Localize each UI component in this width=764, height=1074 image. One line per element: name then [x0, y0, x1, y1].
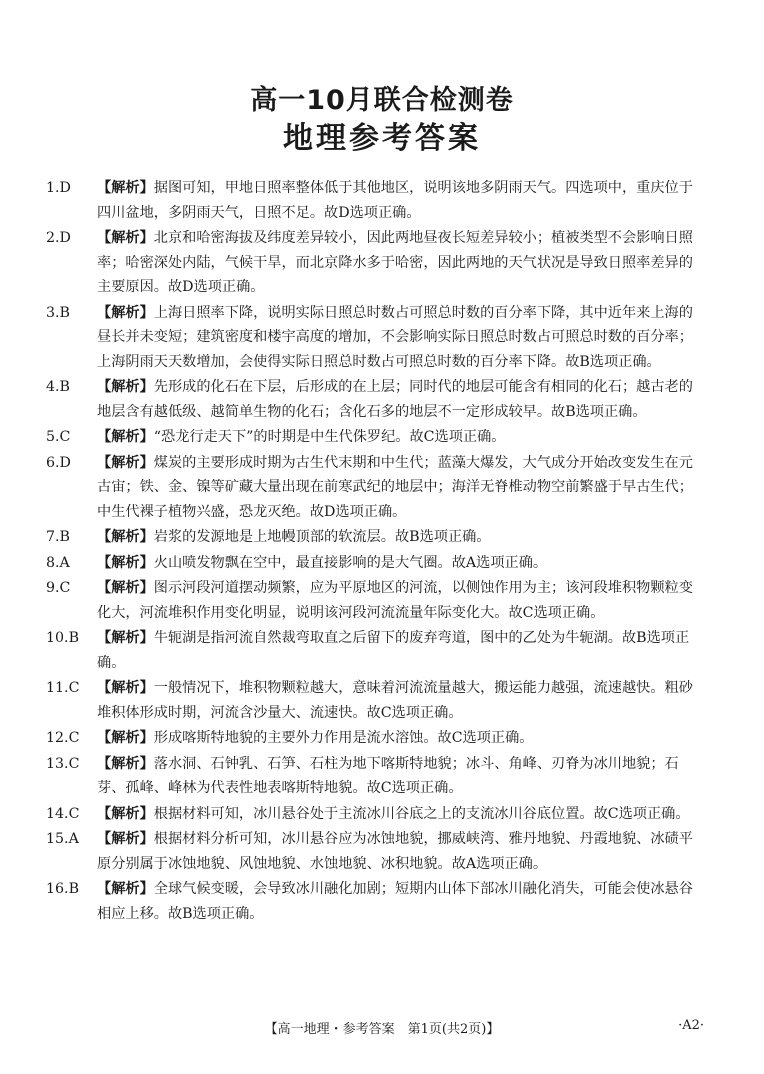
answer-number: 3.B [46, 304, 70, 321]
answer-item [0, 176, 764, 225]
analysis-text: 根据材料可知，冰川悬谷处于主流冰川谷底之上的支流冰川谷底位置。故C选项正确。 [153, 805, 690, 822]
answer-number: 14.C [46, 805, 80, 822]
analysis-text: 上海日照率下降，说明实际日照总时数占可照总时数的百分率下降，其中近年来上海的昼长并未变短；建筑密度和楼宇高度的增加，不会影响实际日照总时数占可照总时数的百分率；上海阴雨天天数增加，会使得实际日照总时数占可照总时数的百分率下降。故B选项正确。 [97, 304, 693, 370]
analysis-tag: 【解析】 [97, 580, 154, 596]
analysis-text: 岩浆的发源地是上地幔顶部的软流层。故B选项正确。 [153, 529, 491, 545]
analysis-tag: 【解析】 [97, 730, 154, 746]
answer-number: 6.D [46, 454, 71, 471]
answer-item [0, 301, 764, 375]
answer-number: 4.B [46, 379, 70, 395]
answer-number: 5.C [46, 429, 71, 445]
answer-number: 15.A [46, 831, 79, 847]
answer-item [0, 576, 764, 625]
analysis-text: 先形成的化石在下层，后形成的在上层；同时代的地层可能含有相同的化石；越古老的地层含有越低级、越简单生物的化石；含化石多的地层不一定形成较早。故B选项正确。 [97, 379, 693, 420]
analysis-text: 据图可知，甲地日照率整体低于其他地区，说明该地多阴雨天气。四选项中，重庆位于四川盆地，多阴雨天气，日照不足。故D选项正确。 [97, 180, 693, 221]
analysis-tag: 【解析】 [97, 805, 154, 822]
analysis-tag: 【解析】 [97, 454, 154, 471]
page-title: 高一10月联合检测卷 [250, 85, 514, 116]
analysis-text: 形成喀斯特地貌的主要外力作用是流水溶蚀。故C选项正确。 [153, 730, 534, 746]
answer-number: 9.C [46, 580, 71, 596]
analysis-text: “恐龙行走天下”的时期是中生代侏罗纪。故C选项正确。 [153, 429, 506, 445]
analysis-tag: 【解析】 [97, 529, 154, 545]
analysis-tag: 【解析】 [97, 630, 154, 646]
analysis-text: 一般情况下，堆积物颗粒越大，意味着河流流量越大，搬运能力越强，流速越快。粗砂堆积体形成时期，河流含沙量大、流速快。故C选项正确。 [97, 680, 693, 721]
analysis-tag: 【解析】 [97, 180, 154, 196]
answer-item [0, 676, 764, 725]
analysis-tag: 【解析】 [97, 755, 154, 772]
answer-item [0, 827, 764, 876]
footer-code: ·A2· [678, 1018, 704, 1033]
footer-page-info: 【高一地理・参考答案 第1页(共2页)】 [264, 1022, 500, 1037]
answer-item [0, 375, 764, 424]
analysis-text: 图示河段河道摆动频繁，应为平原地区的河流，以侧蚀作用为主；该河段堆积物颗粒变化大，河流堆积作用变化明显，说明该河段河流流量年际变化大。故C选项正确。 [97, 580, 693, 621]
analysis-text: 根据材料分析可知，冰川悬谷应为冰蚀地貌，挪威峡湾、雅丹地貌、丹霞地貌、冰碛平原分别属于冰蚀地貌、风蚀地貌、水蚀地貌、冰积地貌。故A选项正确。 [97, 831, 693, 872]
analysis-tag: 【解析】 [97, 230, 154, 246]
answer-number: 1.D [46, 180, 71, 196]
answer-item [0, 626, 764, 675]
answer-number: 16.B [46, 881, 79, 897]
answer-item [0, 425, 764, 450]
answer-item [0, 752, 764, 801]
answer-number: 7.B [46, 529, 70, 545]
analysis-text: 全球气候变暖，会导致冰川融化加剧；短期内山体下部冰川融化消失，可能会使冰悬谷相应上移。故B选项正确。 [97, 881, 693, 922]
answer-item [0, 877, 764, 926]
analysis-text: 落水洞、石钟乳、石笋、石柱为地下喀斯特地貌；冰斗、角峰、刃脊为冰川地貌；石芽、孤峰、峰林为代表性地表喀斯特地貌。故C选项正确。 [97, 755, 679, 796]
answer-item [0, 525, 764, 550]
answer-number: 12.C [46, 730, 80, 746]
analysis-tag: 【解析】 [97, 379, 154, 395]
analysis-tag: 【解析】 [97, 881, 154, 897]
analysis-text: 煤炭的主要形成时期为古生代末期和中生代；蓝藻大爆发，大气成分开始改变发生在元古宙；铁、金、镍等矿藏大量出现在前寒武纪的地层中；海洋无脊椎动物空前繁盛于早古生代；中生代裸子植物兴盛，恐龙灭绝。故D选项正确。 [97, 454, 693, 520]
answer-number: 11.C [46, 680, 80, 696]
answer-list [0, 176, 764, 927]
answer-number: 10.B [46, 630, 79, 646]
answer-item [0, 451, 764, 525]
answer-item [0, 226, 764, 300]
answer-number: 8.A [46, 554, 70, 571]
answer-number: 13.C [46, 755, 80, 772]
page-footer [0, 1016, 764, 1040]
analysis-tag: 【解析】 [97, 304, 154, 321]
page-subtitle: 地理参考答案 [283, 121, 481, 156]
answer-number: 2.D [46, 230, 71, 246]
analysis-tag: 【解析】 [97, 554, 154, 571]
analysis-tag: 【解析】 [97, 680, 154, 696]
analysis-text: 北京和哈密海拔及纬度差异较小，因此两地昼夜长短差异较小；植被类型不会影响日照率；哈密深处内陆，气候干旱，而北京降水多于哈密，因此两地的天气状况是导致日照率差异的主要原因。故D选项正确。 [97, 230, 693, 295]
analysis-tag: 【解析】 [97, 831, 154, 847]
analysis-text: 火山喷发物飘在空中，最直接影响的是大气圈。故A选项正确。 [153, 554, 548, 571]
answer-item [0, 726, 764, 751]
answer-item [0, 802, 764, 827]
analysis-tag: 【解析】 [97, 429, 154, 445]
answer-item [0, 551, 764, 576]
analysis-text: 牛轭湖是指河流自然裁弯取直之后留下的废弃弯道，图中的乙处为牛轭湖。故B选项正确。 [97, 630, 690, 671]
